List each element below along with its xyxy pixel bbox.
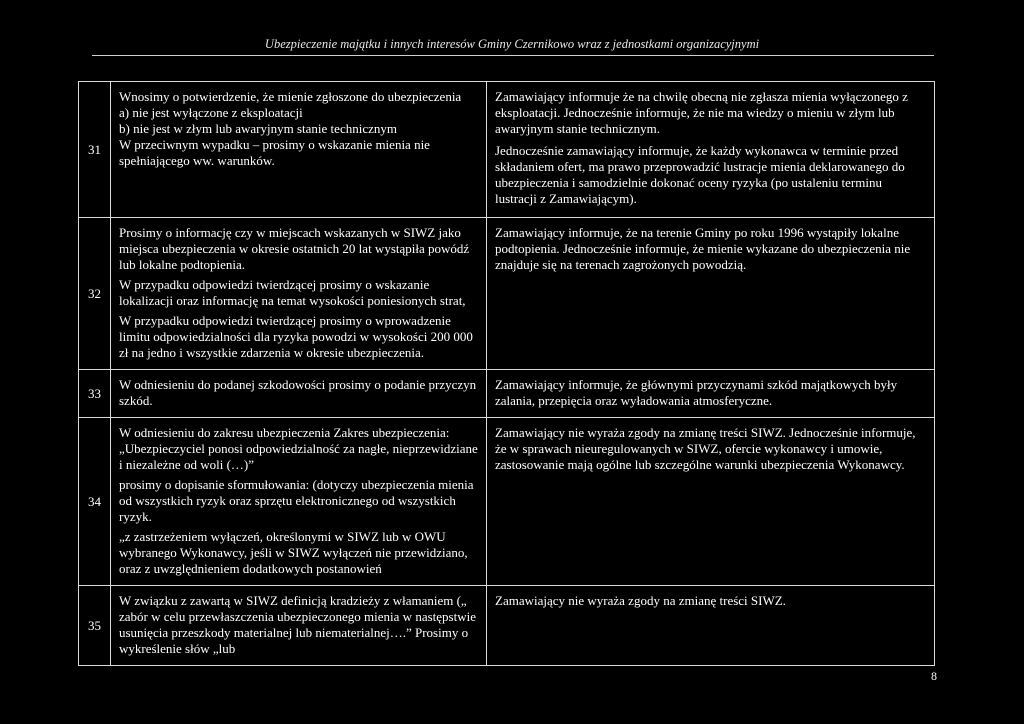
- question-line: b) nie jest w złym lub awaryjnym stanie technicznym: [119, 121, 397, 136]
- table-row: [79, 218, 935, 370]
- header-rule: [92, 55, 934, 56]
- answer-cell: [487, 586, 935, 666]
- question-cell: [111, 82, 487, 218]
- question-line: a) nie jest wyłączone z eksploatacji: [119, 105, 303, 120]
- question-line: Wnosimy o potwierdzenie, że mienie zgłoszone do ubezpieczenia: [119, 89, 462, 104]
- question-cell: [111, 418, 487, 586]
- row-number: 33: [79, 370, 111, 418]
- answer-cell: [487, 418, 935, 586]
- question-cell: [111, 218, 487, 370]
- answer-cell: [487, 82, 935, 218]
- question-cell: [111, 586, 487, 666]
- question-paragraph: „z zastrzeżeniem wyłączeń, określonymi w SIWZ lub w OWU wybranego Wykonawcy, jeśli w SIWZ wyłączeń nie przewidziano, oraz z uwzględnieniem dodatkowych postanowień: [119, 529, 468, 576]
- question-paragraph: W odniesieniu do zakresu ubezpieczenia Zakres ubezpieczenia: „Ubezpieczyciel ponosi odpowiedzialność za nagłe, nieprzewidziane i niezależne od woli (…)”: [119, 425, 478, 472]
- question-paragraph: prosimy o dopisanie sformułowania: (dotyczy ubezpieczenia mienia od wszystkich ryzyk oraz sprzętu elektronicznego od wszystkich ryzyk.: [119, 477, 474, 524]
- question-paragraph: W przypadku odpowiedzi twierdzącej prosimy o wskazanie lokalizacji oraz informację na temat wysokości poniesionych strat,: [119, 277, 466, 308]
- table-row: [79, 418, 935, 586]
- answer-paragraph: Zamawiający informuje, że na terenie Gminy po roku 1996 wystąpiły lokalne podtopienia. Jednocześnie informuje, że mienie wykazane do ubezpieczenia nie znajduje się na terenach zagrożonych powodzią.: [495, 225, 911, 272]
- row-number: 34: [79, 418, 111, 586]
- page-number: 8: [931, 669, 937, 683]
- question-paragraph: W związku z zawartą w SIWZ definicją kradzieży z włamaniem („ zabór w celu przewłaszczenia ubezpieczonego mienia w następstwie usunięcia przeszkody materialnej lub niematerialnej….” Prosimy o wykreślenie słów „lub: [119, 593, 476, 656]
- questions-answers-table: [78, 81, 935, 666]
- table-row: [79, 586, 935, 666]
- question-line: spełniającego ww. warunków.: [119, 153, 275, 168]
- document-header: Ubezpieczenie majątku i innych interesów Gminy Czernikowo wraz z jednostkami organizacyjnymi: [264, 37, 760, 51]
- question-paragraph: Prosimy o informację czy w miejscach wskazanych w SIWZ jako miejsca ubezpieczenia w okresie ostatnich 20 lat wystąpiła powódź lub lokalne podtopienia.: [119, 225, 470, 272]
- row-number: 31: [79, 82, 111, 218]
- answer-paragraph: Zamawiający nie wyraża zgody na zmianę treści SIWZ.: [495, 593, 786, 608]
- answer-paragraph: Zamawiający nie wyraża zgody na zmianę treści SIWZ. Jednocześnie informuje, że w sprawach nieuregulowanych w SIWZ, ofercie wykonawcy i umowie, zastosowanie mają ogólne lub szczególne warunki ubezpieczenia Wykonawcy.: [495, 425, 916, 472]
- answer-paragraph: Jednocześnie zamawiający informuje, że każdy wykonawca w terminie przed składaniem ofert, ma prawo przeprowadzić lustracje mienia deklarowanego do ubezpieczenia i samodzielnie dokonać oceny ryzyka (po ustaleniu terminu lustracji z Zamawiającym).: [495, 143, 905, 206]
- answer-paragraph: Zamawiający informuje, że głównymi przyczynami szkód majątkowych były zalania, przepięcia oraz wyładowania atmosferyczne.: [495, 377, 898, 408]
- row-number: 35: [79, 586, 111, 666]
- question-line: W przeciwnym wypadku – prosimy o wskazanie mienia nie: [119, 137, 430, 152]
- question-paragraph: W odniesieniu do podanej szkodowości prosimy o podanie przyczyn szkód.: [119, 377, 477, 408]
- question-paragraph: W przypadku odpowiedzi twierdzącej prosimy o wprowadzenie limitu odpowiedzialności dla ryzyka powodzi w wysokości 200 000 zł na jedno i wszystkie zdarzenia w okresie ubezpieczenia.: [119, 313, 473, 360]
- table-row: [79, 370, 935, 418]
- table-row: [79, 82, 935, 218]
- answer-cell: [487, 218, 935, 370]
- answer-cell: [487, 370, 935, 418]
- row-number: 32: [79, 218, 111, 370]
- question-cell: [111, 370, 487, 418]
- answer-paragraph: Zamawiający informuje że na chwilę obecną nie zgłasza mienia wyłączonego z eksploatacji. Jednocześnie informuje, że nie ma wiedzy o mieniu w złym lub awaryjnym stanie technicznym.: [495, 89, 908, 136]
